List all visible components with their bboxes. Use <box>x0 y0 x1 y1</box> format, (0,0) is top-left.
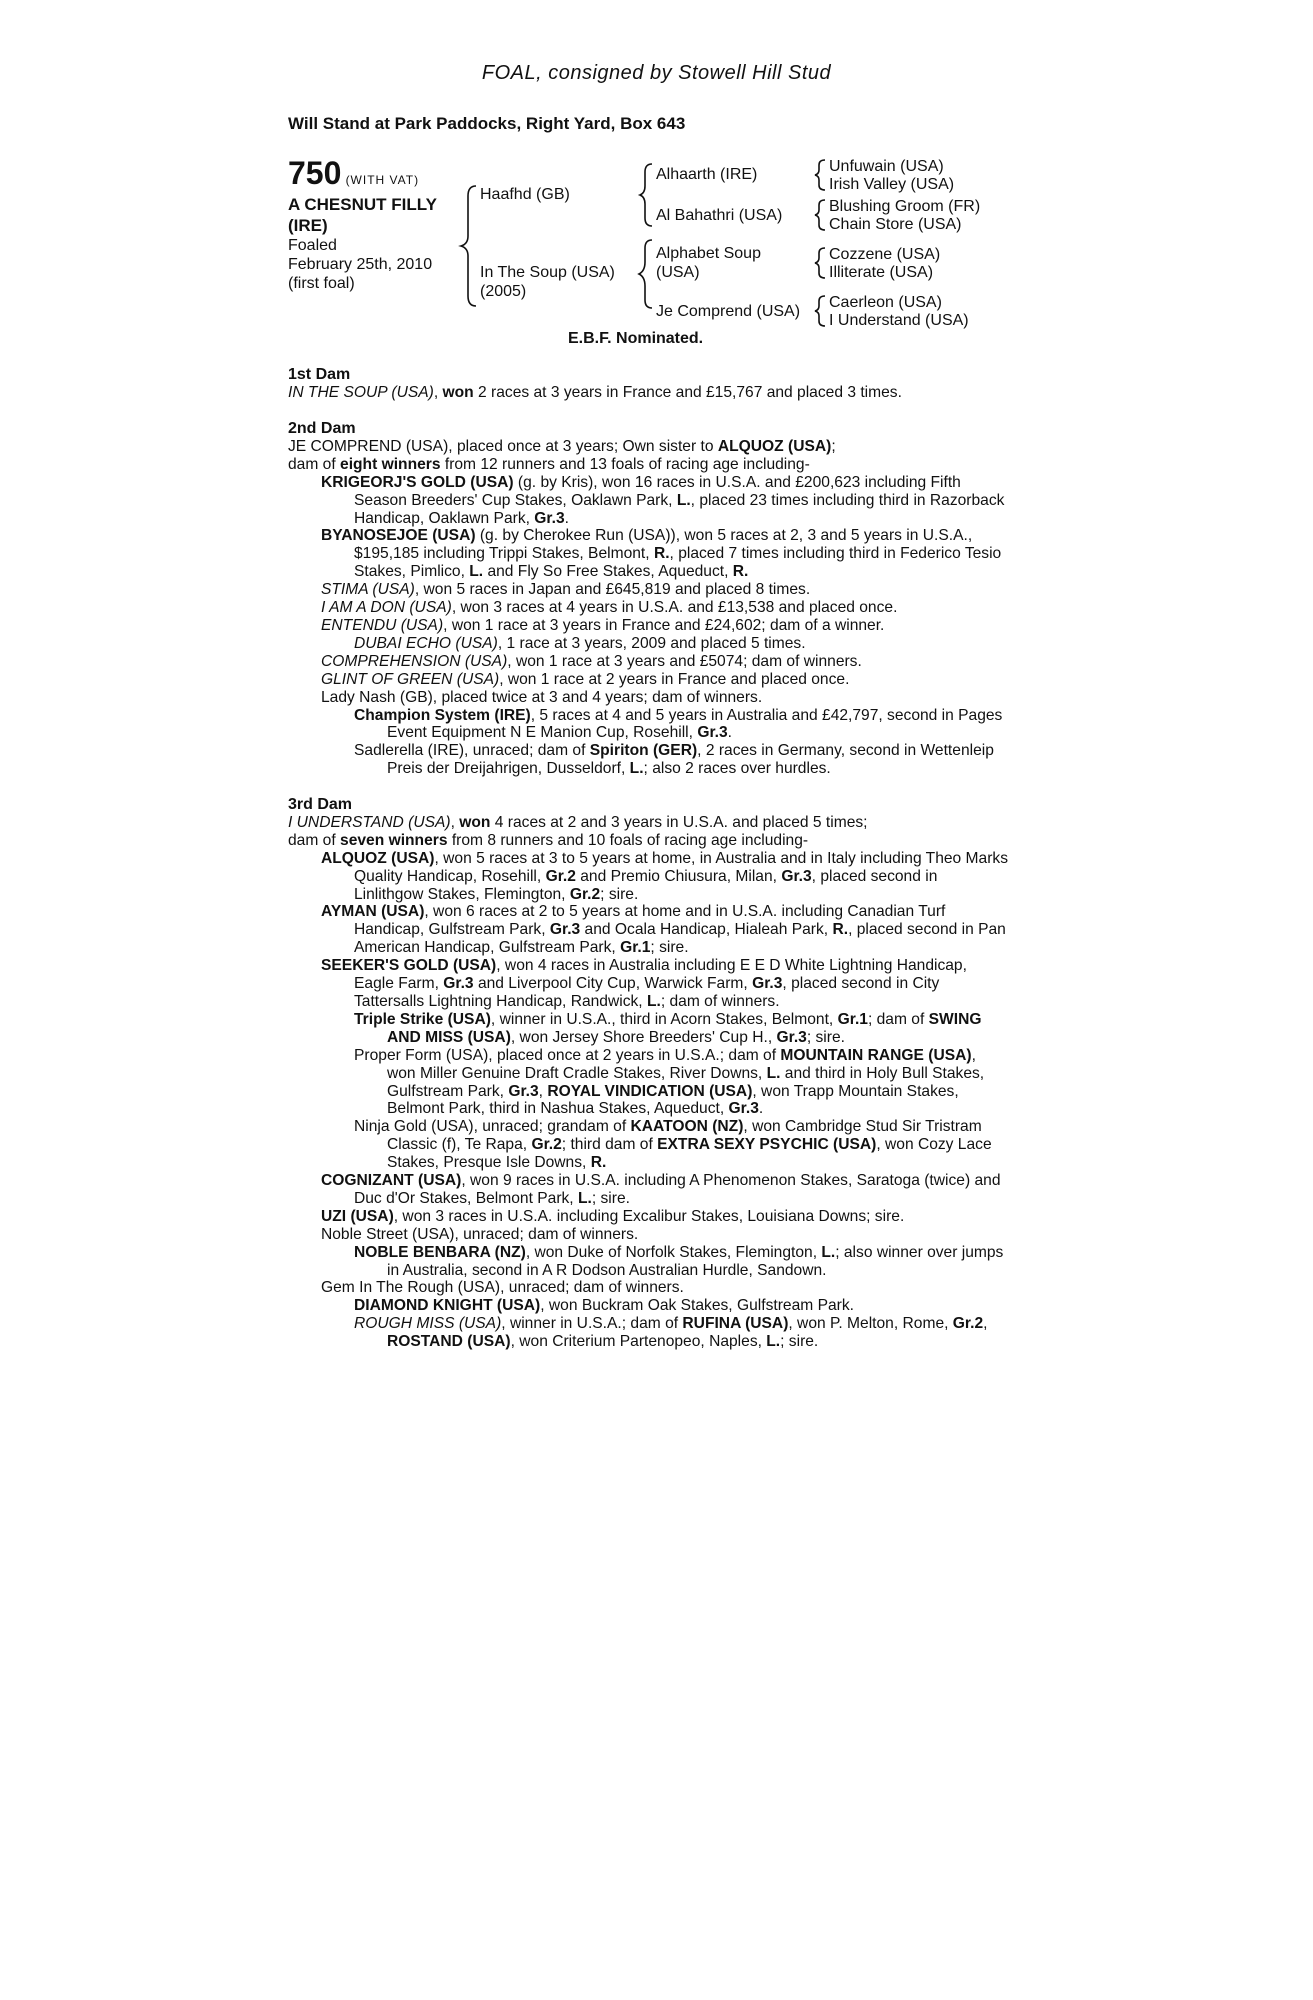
t: ROYAL VINDICATION (USA) <box>547 1082 753 1100</box>
t: won <box>459 813 491 831</box>
t: Gr.3 <box>443 975 474 993</box>
t: , won Duke of Norfolk Stakes, Flemington, <box>525 1243 822 1261</box>
t: NOBLE BENBARA (NZ) <box>354 1243 526 1261</box>
t: , won Miller Genuine Draft Cradle Stakes, River Downs, <box>387 1046 976 1082</box>
t: , won Buckram Oak Stakes, Gulfstream Park. <box>540 1297 854 1315</box>
t: . <box>727 724 732 742</box>
t: , placed second in City Tattersalls Lightning Handicap, Randwick, <box>354 975 940 1010</box>
t: , won 6 races at 2 to 5 years at home and in U.S.A. including Canadian Turf Handicap, Gulfstream Park, <box>354 903 946 939</box>
second-dam-heading: 2nd Dam <box>288 420 356 437</box>
produce-entry <box>288 689 1008 707</box>
t: from 8 runners and 10 foals of racing age including- <box>447 831 809 849</box>
produce-entry <box>288 1315 1008 1351</box>
produce-entry <box>288 1172 1008 1208</box>
t: . <box>564 509 569 527</box>
sire: Haafhd (GB) <box>480 186 570 203</box>
t: , won Trapp Mountain Stakes, Belmont Park, third in Nashua Stakes, Aqueduct, <box>387 1082 959 1118</box>
t: and Ocala Handicap, Hialeah Park, <box>580 921 833 939</box>
t: ; <box>831 437 836 455</box>
first-dam-record: 2 races at 3 years in France and £15,767 and placed 3 times. <box>473 383 902 401</box>
t: Ninja Gold (USA), unraced; grandam of <box>354 1118 631 1136</box>
produce-entry <box>288 1297 1008 1315</box>
sire-dam: Al Bahathri (USA) <box>656 207 783 224</box>
t: , won 9 races in U.S.A. including A Phenomenon Stakes, Saratoga (twice) and Duc d'Or Stakes, Belmont Park, <box>354 1172 1001 1207</box>
t: Gr.3 <box>728 1100 759 1118</box>
t: Gr.2 <box>545 867 576 885</box>
t: ; sire. <box>650 939 689 957</box>
t: DIAMOND KNIGHT (USA) <box>354 1297 541 1315</box>
produce-entry <box>288 1208 1008 1226</box>
t: 4 races at 2 and 3 years in U.S.A. and placed 5 times; <box>490 813 868 831</box>
t: I AM A DON (USA) <box>321 599 452 617</box>
produce-entry <box>288 850 1008 904</box>
third-dam-line2 <box>288 832 1008 850</box>
t: , <box>538 1082 548 1100</box>
t: SWING AND MISS (USA) <box>387 1010 982 1046</box>
t: L. <box>676 491 691 509</box>
sire-sire: Alhaarth (IRE) <box>656 166 758 183</box>
t: COMPREHENSION (USA) <box>321 652 508 670</box>
t: SEEKER'S GOLD (USA) <box>321 957 497 975</box>
brace-gen3-4 <box>815 296 825 326</box>
brace-gen2-sire <box>640 164 652 226</box>
t: Gr.2 <box>952 1315 984 1333</box>
t: I UNDERSTAND (USA) <box>288 813 451 831</box>
t: , won 5 races at 3 to 5 years at home, in Australia and in Italy including Theo Marks Quality Handicap, Rosehill, <box>354 849 1009 885</box>
produce-entry <box>288 1118 1008 1172</box>
third-dam-section <box>288 796 1008 1351</box>
t: ; also 2 races over hurdles. <box>643 760 831 778</box>
third-dam-line1 <box>288 814 1008 832</box>
produce-entry <box>288 671 1008 689</box>
foaled-date: February 25th, 2010 <box>288 256 433 273</box>
t: ; third dam of <box>561 1136 658 1154</box>
t: UZI (USA) <box>321 1207 394 1225</box>
vat-note: (WITH VAT) <box>345 173 420 187</box>
lot-name-origin: (IRE) <box>288 216 328 235</box>
t: , 5 races at 4 and 5 years in Australia and £42,797, second in Pages Event Equipment N E Manion Cup, Rosehill, <box>387 706 1003 742</box>
gen3-4: Chain Store (USA) <box>829 216 962 233</box>
produce-entry <box>288 707 1008 743</box>
foaled-label: Foaled <box>288 237 337 254</box>
dam-sire-origin: (USA) <box>656 264 700 281</box>
t: eight winners <box>340 455 441 473</box>
t: L. <box>469 563 484 581</box>
t: dam of <box>288 831 341 849</box>
t: Gr.1 <box>620 939 651 957</box>
t: L. <box>629 760 644 778</box>
t: Gr.3 <box>508 1082 539 1100</box>
first-dam-heading: 1st Dam <box>288 366 351 383</box>
t: seven winners <box>340 831 448 849</box>
gen3-2: Irish Valley (USA) <box>829 176 955 193</box>
produce-entry <box>288 1047 1008 1119</box>
t: , won 5 races in Japan and £645,819 and placed 8 times. <box>414 581 811 599</box>
produce-entry <box>288 635 1008 653</box>
consignor-line: FOAL, consigned by Stowell Hill Stud <box>481 62 832 84</box>
t: DUBAI ECHO (USA) <box>354 634 498 652</box>
t: Gr.2 <box>531 1136 562 1154</box>
third-dam-heading: 3rd Dam <box>288 796 353 813</box>
t: L. <box>646 992 661 1010</box>
produce-entry <box>288 617 1008 635</box>
t: and Liverpool City Cup, Warwick Farm, <box>473 975 753 993</box>
gen3-8: I Understand (USA) <box>829 312 969 329</box>
t: and Fly So Free Stakes, Aqueduct, <box>483 563 733 581</box>
t: , won Criterium Partenopeo, Naples, <box>510 1333 767 1351</box>
brace-gen3-3 <box>815 248 825 278</box>
gen3-3: Blushing Groom (FR) <box>829 198 981 215</box>
t: KAATOON (NZ) <box>630 1118 744 1136</box>
t: Gr.1 <box>837 1010 868 1028</box>
t: , placed second in Pan American Handicap, Gulfstream Park, <box>354 921 1006 957</box>
t: , winner in U.S.A., third in Acorn Stakes, Belmont, <box>490 1010 838 1028</box>
first-dam-name: IN THE SOUP (USA) <box>288 383 434 401</box>
produce-entry <box>288 742 1008 778</box>
produce-entry <box>288 653 1008 671</box>
dam-year: (2005) <box>480 283 527 300</box>
t: and third in Holy Bull Stakes, Gulfstream Park, <box>387 1064 985 1100</box>
t: BYANOSEJOE (USA) <box>321 527 476 545</box>
produce-entry <box>288 527 1008 581</box>
t: R. <box>653 545 670 563</box>
lot-number: 750 <box>288 155 342 191</box>
t: , won P. Melton, Rome, <box>788 1315 953 1333</box>
produce-entry <box>288 1279 1008 1297</box>
t: (g. by Kris), won 16 races in U.S.A. and £200,623 including Fifth Season Breeders' Cup Stakes, Oaklawn Park, <box>354 473 961 509</box>
t: Noble Street (USA), unraced; dam of winners. <box>321 1225 639 1243</box>
t: Gem In The Rough (USA), unraced; dam of winners. <box>321 1279 684 1297</box>
t: RUFINA (USA) <box>682 1315 789 1333</box>
t: ; sire. <box>600 885 639 903</box>
t: Gr.3 <box>697 724 728 742</box>
t: , won Cozy Lace Stakes, Presque Isle Downs, <box>387 1136 992 1172</box>
t: GLINT OF GREEN (USA) <box>321 670 500 688</box>
t: R. <box>590 1154 607 1172</box>
t: EXTRA SEXY PSYCHIC (USA) <box>657 1136 877 1154</box>
gen3-6: Illiterate (USA) <box>829 264 934 281</box>
t: ; sire. <box>591 1189 630 1207</box>
t: , won 3 races at 4 years in U.S.A. and £13,538 and placed once. <box>451 599 898 617</box>
t: ; also winner over jumps in Australia, second in A R Dodson Australian Hurdle, Sandown. <box>387 1243 1004 1279</box>
t: Triple Strike (USA) <box>354 1010 491 1028</box>
t: MOUNTAIN RANGE (USA) <box>780 1046 972 1064</box>
produce-entry <box>288 1244 1008 1280</box>
t: ; dam of winners. <box>660 992 780 1010</box>
brace-gen1 <box>461 186 476 306</box>
stand-location: Will Stand at Park Paddocks, Right Yard, Box 643 <box>288 114 686 133</box>
t: ROSTAND (USA) <box>387 1333 511 1351</box>
produce-entry <box>288 474 1008 528</box>
t: Champion System (IRE) <box>354 706 531 724</box>
t: ALQUOZ (USA) <box>321 849 435 867</box>
t: ROUGH MISS (USA) <box>354 1315 502 1333</box>
t: , <box>450 813 460 831</box>
t: , <box>983 1315 988 1333</box>
produce-entry <box>288 903 1008 957</box>
t: ENTENDU (USA) <box>321 616 444 634</box>
produce-entry <box>288 1226 1008 1244</box>
t: Gr.3 <box>752 975 783 993</box>
t: STIMA (USA) <box>321 581 415 599</box>
lot-name: A CHESNUT FILLY <box>288 195 437 214</box>
dam-dam: Je Comprend (USA) <box>656 303 801 320</box>
t: Gr.2 <box>569 885 601 903</box>
t: from 12 runners and 13 foals of racing age including- <box>440 455 810 473</box>
produce-entry <box>288 599 1008 617</box>
t: , won 1 race at 3 years and £5074; dam of winners. <box>507 652 862 670</box>
t: ; sire. <box>780 1333 819 1351</box>
foaled-note: (first foal) <box>288 275 355 292</box>
t: ; dam of <box>867 1010 929 1028</box>
t: , placed 7 times including third in Federico Tesio Stakes, Pimlico, <box>354 545 1002 581</box>
second-dam-line2 <box>288 456 1008 474</box>
t: L. <box>766 1333 781 1351</box>
t: , placed 23 times including third in Razorback Handicap, Oaklawn Park, <box>354 491 1005 527</box>
t: Gr.3 <box>781 867 812 885</box>
t: AYMAN (USA) <box>321 903 425 921</box>
first-dam-text: IN THE SOUP (USA), won 2 races at 3 years in France and £15,767 and placed 3 times. <box>288 383 902 401</box>
gen3-1: Unfuwain (USA) <box>829 158 944 175</box>
t: . <box>758 1100 764 1118</box>
t: (g. by Cherokee Run (USA)), won 5 races at 2, 3 and 5 years in U.S.A., $195,185 including Trippi Stakes, Belmont, <box>354 527 973 563</box>
t: L. <box>821 1243 836 1261</box>
gen3-5: Cozzene (USA) <box>829 246 941 263</box>
t: , won Jersey Shore Breeders' Cup H., <box>510 1028 777 1046</box>
won-label: won <box>442 383 474 401</box>
t: JE COMPREND (USA), placed once at 3 years; Own sister to <box>288 437 718 455</box>
t: Spiriton (GER) <box>589 742 698 760</box>
t: , won Cambridge Stud Sir Tristram Classic (f), Te Rapa, <box>387 1118 982 1154</box>
second-dam-section <box>288 420 1008 778</box>
gen3-7: Caerleon (USA) <box>829 294 942 311</box>
dam: In The Soup (USA) <box>480 264 615 281</box>
t: L. <box>766 1064 781 1082</box>
t: R. <box>732 563 749 581</box>
t: dam of <box>288 455 341 473</box>
brace-gen3-2 <box>815 200 825 230</box>
t: Proper Form (USA), placed once at 2 years in U.S.A.; dam of <box>354 1046 781 1064</box>
produce-entry <box>288 957 1008 1011</box>
dam-sire: Alphabet Soup <box>656 245 761 262</box>
t: Lady Nash (GB), placed twice at 3 and 4 years; dam of winners. <box>321 688 763 706</box>
t: , winner in U.S.A.; dam of <box>501 1315 683 1333</box>
brace-gen3-1 <box>815 160 825 190</box>
t: , 2 races in Germany, second in Wettenleip Preis der Dreijahrigen, Dusseldorf, <box>387 742 994 778</box>
t: L. <box>577 1189 592 1207</box>
t: Gr.3 <box>549 921 581 939</box>
produce-entry <box>288 581 1008 599</box>
t: , placed second in Linlithgow Stakes, Flemington, <box>354 867 938 903</box>
t: , won 4 races in Australia including E E D White Lightning Handicap, Eagle Farm, <box>354 957 967 993</box>
t: KRIGEORJ'S GOLD (USA) <box>321 473 514 491</box>
brace-gen2-dam <box>639 240 652 308</box>
t: , won 1 race at 3 years in France and £24,602; dam of a winner. <box>443 616 885 634</box>
t: , won 3 races in U.S.A. including Excalibur Stakes, Louisiana Downs; sire. <box>393 1207 905 1225</box>
second-dam-line1 <box>288 438 1008 456</box>
first-dam-section <box>288 366 1008 402</box>
t: COGNIZANT (USA) <box>321 1172 462 1190</box>
t: Gr.3 <box>534 509 565 527</box>
t: Sadlerella (IRE), unraced; dam of <box>354 742 590 760</box>
t: and Premio Chiusura, Milan, <box>575 867 782 885</box>
t: ALQUOZ (USA) <box>717 437 832 455</box>
produce-entry <box>288 1011 1008 1047</box>
t: , 1 race at 3 years, 2009 and placed 5 times. <box>497 634 806 652</box>
t: Gr.3 <box>776 1028 807 1046</box>
ebf-note: E.B.F. Nominated. <box>568 330 704 347</box>
t: R. <box>832 921 849 939</box>
t: ; sire. <box>806 1028 845 1046</box>
t: , won 1 race at 2 years in France and placed once. <box>499 670 850 688</box>
